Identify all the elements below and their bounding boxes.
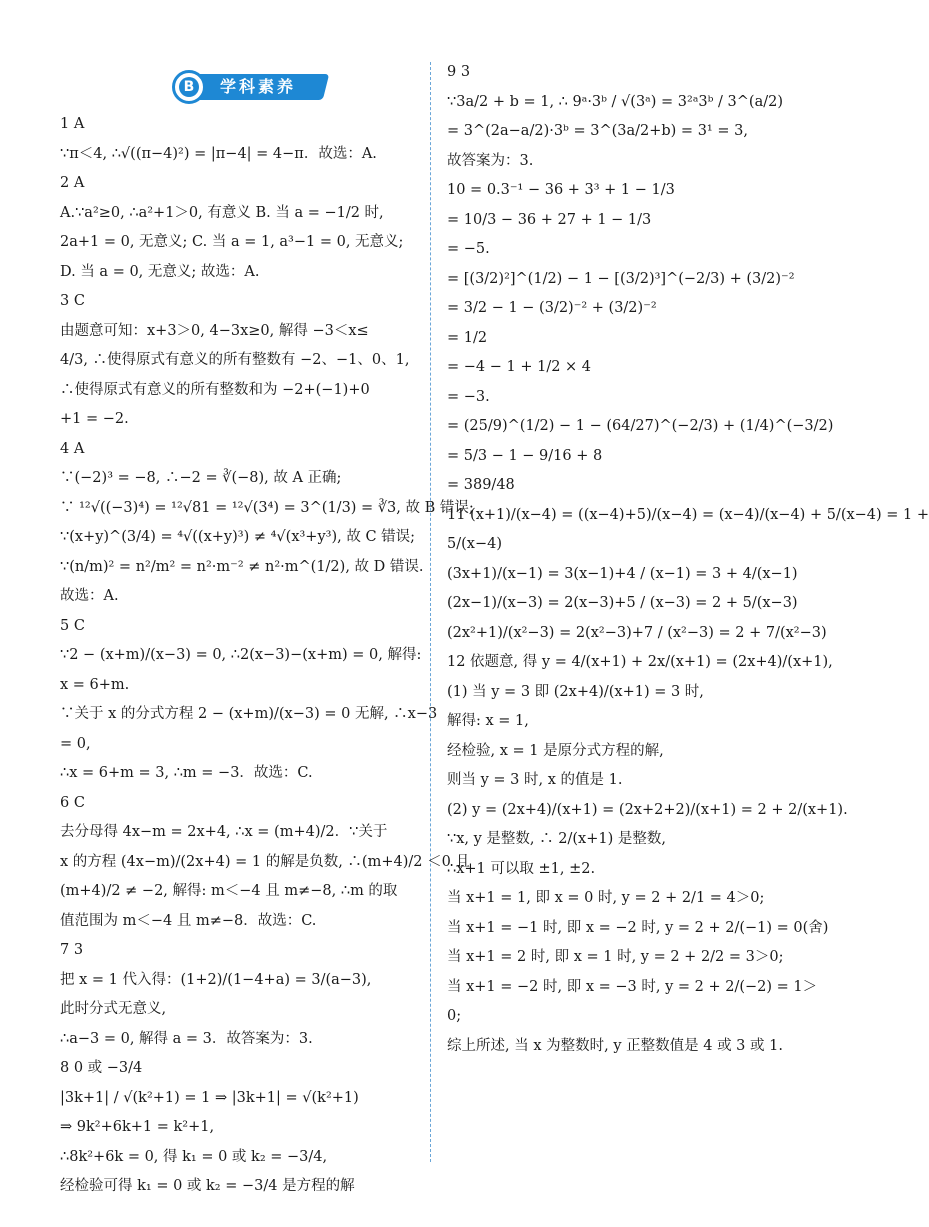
text-line: 故答案为：3. <box>447 152 534 169</box>
text-line: 故选：A. <box>60 588 119 604</box>
text-line: 当 x+1 = −1 时, 即 x = −2 时, y = 2 + 2/(−1) = 0(舍) <box>447 919 829 936</box>
text-line: = 389/48 <box>447 477 515 493</box>
text-line: (2x²+1)/(x²−3) = 2(x²−3)+7 / (x²−3) = 2 + 7/(x²−3) <box>447 624 827 641</box>
text-line: ∵ ¹²√((−3)⁴) = ¹²√81 = ¹²√(3⁴) = 3^(1/3) = ∛3, 故 B 错误; <box>60 499 474 516</box>
text-line: x = 6+m. <box>60 676 130 693</box>
text-line: ∵关于 x 的分式方程 2 − (x+m)/(x−3) = 0 无解, ∴x−3 <box>60 706 438 722</box>
text-line: = 3/2 − 1 − (3/2)⁻² + (3/2)⁻² <box>447 300 657 316</box>
text-line: (3x+1)/(x−1) = 3(x−1)+4 / (x−1) = 3 + 4/(x−1) <box>447 565 798 582</box>
text-line: 4 A <box>60 440 85 457</box>
text-line: ∵3a/2 + b = 1, ∴ 9ᵃ·3ᵇ / √(3ᵃ) = 3²ᵃ3ᵇ / 3^(a/2) <box>447 93 783 110</box>
text-line: = [(3/2)²]^(1/2) − 1 − [(3/2)³]^(−2/3) + (3/2)⁻² <box>447 270 795 287</box>
text-line: 5 C <box>60 617 85 634</box>
text-line: 8 0 或 −3/4 <box>60 1060 143 1076</box>
text-line: 9 3 <box>447 64 471 80</box>
text-line: ∵(−2)³ = −8, ∴−2 = ∛(−8), 故 A 正确; <box>60 470 342 486</box>
text-line: (2) y = (2x+4)/(x+1) = (2x+2+2)/(x+1) = 2 + 2/(x+1). <box>447 801 848 818</box>
badge-letter: B <box>179 77 199 97</box>
text-line: 去分母得 4x−m = 2x+4, ∴x = (m+4)/2．∵关于 <box>60 824 388 840</box>
text-line: = (25/9)^(1/2) − 1 − (64/27)^(−2/3) + (1/4)^(−3/2) <box>447 418 834 434</box>
text-line: 把 x = 1 代入得：(1+2)/(1−4+a) = 3/(a−3), <box>60 971 372 988</box>
text-line: 此时分式无意义, <box>60 1001 167 1017</box>
text-line: 4/3, ∴使得原式有意义的所有整数有 −2、−1、0、1, <box>60 352 410 368</box>
text-line: 12 依题意, 得 y = 4/(x+1) + 2x/(x+1) = (2x+4)/(x+1), <box>447 654 833 670</box>
text-line: = 5/3 − 1 − 9/16 + 8 <box>447 447 603 464</box>
text-line: ∵π＜4, ∴√((π−4)²) = |π−4| = 4−π．故选：A. <box>60 145 377 162</box>
text-line: ∵(n/m)² = n²/m² = n²·m⁻² ≠ n²·m^(1/2), 故 D 错误. <box>60 558 424 575</box>
text-line: x 的方程 (4x−m)/(2x+4) = 1 的解是负数, ∴(m+4)/2 ＜0 且 <box>60 853 470 870</box>
text-line: 值范围为 m＜−4 且 m≠−8．故选：C. <box>60 912 317 929</box>
text-line: 2a+1 = 0, 无意义; C. 当 a = 1, a³−1 = 0, 无意义; <box>60 234 404 250</box>
text-line: ∴x+1 可以取 ±1, ±2. <box>447 860 596 877</box>
text-line: ∴x = 6+m = 3, ∴m = −3．故选：C. <box>60 765 313 781</box>
text-line: (2x−1)/(x−3) = 2(x−3)+5 / (x−3) = 2 + 5/(x−3) <box>447 595 798 611</box>
section-title: 学科素养 <box>220 77 297 96</box>
text-line: 0; <box>447 1008 462 1024</box>
text-line: = −4 − 1 + 1/2 × 4 <box>447 359 592 375</box>
text-line: ∴8k²+6k = 0, 得 k₁ = 0 或 k₂ = −3/4, <box>60 1148 328 1165</box>
text-line: 经检验可得 k₁ = 0 或 k₂ = −3/4 是方程的解 <box>60 1178 355 1194</box>
text-line: 当 x+1 = −2 时, 即 x = −3 时, y = 2 + 2/(−2) = 1＞ <box>447 978 818 995</box>
text-line: 由题意可知：x+3＞0, 4−3x≥0, 解得 −3＜x≤ <box>60 322 369 339</box>
text-line: 11 (x+1)/(x−4) = ((x−4)+5)/(x−4) = (x−4)/(x−4) + 5/(x−4) = 1 + <box>447 506 929 523</box>
text-line: ∵2 − (x+m)/(x−3) = 0, ∴2(x−3)−(x+m) = 0, 解得: <box>60 647 422 663</box>
text-line: 5/(x−4) <box>447 536 502 552</box>
text-line: 3 C <box>60 293 85 309</box>
text-line: D. 当 a = 0, 无意义; 故选：A. <box>60 263 260 280</box>
text-line: 1 A <box>60 116 85 132</box>
text-line: 则当 y = 3 时, x 的值是 1. <box>447 772 623 788</box>
text-line: = 10/3 − 36 + 27 + 1 − 1/3 <box>447 211 652 228</box>
text-line: ⇒ 9k²+6k+1 = k²+1, <box>60 1119 215 1135</box>
text-line: 当 x+1 = 1, 即 x = 0 时, y = 2 + 2/1 = 4＞0; <box>447 890 765 906</box>
text-line: = −3. <box>447 388 490 405</box>
text-line: 10 = 0.3⁻¹ − 36 + 3³ + 1 − 1/3 <box>447 182 675 198</box>
text-line: 综上所述, 当 x 为整数时, y 正整数值是 4 或 3 或 1. <box>447 1037 783 1054</box>
text-line: A.∵a²≥0, ∴a²+1＞0, 有意义 B. 当 a = −1/2 时, <box>60 204 384 221</box>
text-line: 解得: x = 1, <box>447 713 529 729</box>
text-line: = 0, <box>60 735 91 752</box>
text-line: = 1/2 <box>447 329 488 346</box>
text-line: 当 x+1 = 2 时, 即 x = 1 时, y = 2 + 2/2 = 3＞0; <box>447 949 784 965</box>
text-line: 2 A <box>60 175 85 191</box>
text-line: 经检验, x = 1 是原分式方程的解, <box>447 742 664 759</box>
text-line: |3k+1| / √(k²+1) = 1 ⇒ |3k+1| = √(k²+1) <box>60 1089 359 1106</box>
text-line: = 3^(2a−a/2)·3ᵇ = 3^(3a/2+b) = 3¹ = 3, <box>447 123 748 139</box>
column-divider <box>430 62 431 1162</box>
text-line: ∴使得原式有意义的所有整数和为 −2+(−1)+0 <box>60 381 370 398</box>
text-line: (m+4)/2 ≠ −2, 解得: m＜−4 且 m≠−8, ∴m 的取 <box>60 883 398 899</box>
text-line: (1) 当 y = 3 即 (2x+4)/(x+1) = 3 时, <box>447 683 704 700</box>
text-line: +1 = −2. <box>60 411 129 427</box>
text-line: 7 3 <box>60 942 84 958</box>
text-line: ∴a−3 = 0, 解得 a = 3．故答案为：3. <box>60 1030 313 1047</box>
text-line: = −5. <box>447 241 490 257</box>
right-column <box>447 58 929 1061</box>
text-line: 6 C <box>60 794 85 811</box>
text-line: ∵x, y 是整数, ∴ 2/(x+1) 是整数, <box>447 831 666 847</box>
text-line: ∵(x+y)^(3/4) = ⁴√((x+y)³) ≠ ⁴√(x³+y³), 故 C 错误; <box>60 529 416 545</box>
